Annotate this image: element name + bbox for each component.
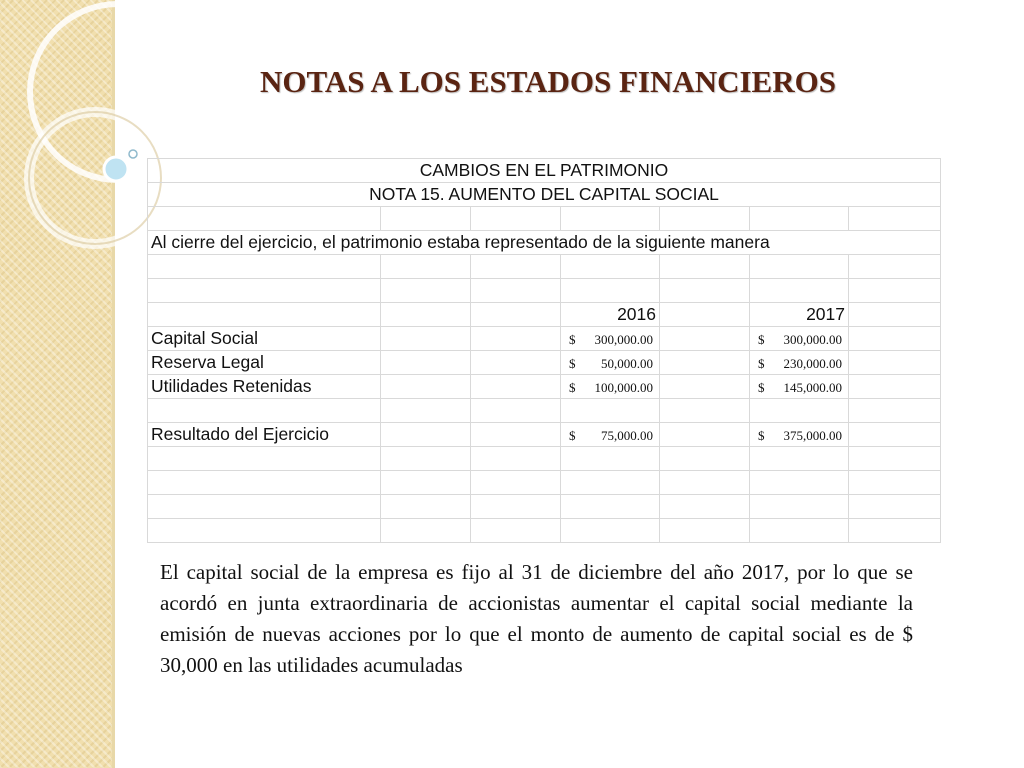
value-cell: $ 50,000.00: [561, 351, 660, 375]
row-label: Resultado del Ejercicio: [148, 423, 381, 447]
value-cell: $ 375,000.00: [750, 423, 849, 447]
note-paragraph: El capital social de la empresa es fijo al 31 de diciembre del año 2017, por lo que se acordó en junta extraordinaria de accionistas aumentar el capital social mediante la emisión de nuevas acciones por lo que el monto de aumento de capital social es de $ 30,000 en las utilidades acumuladas: [160, 560, 913, 677]
sheet-heading-1: CAMBIOS EN EL PATRIMONIO: [148, 159, 941, 183]
table-row: [148, 303, 941, 327]
table-row: [148, 183, 941, 207]
table-row: [148, 255, 941, 279]
table-row: [148, 351, 941, 375]
table-row: [148, 447, 941, 471]
table-row: [148, 375, 941, 399]
table-row: [148, 495, 941, 519]
row-label: Utilidades Retenidas: [148, 375, 381, 399]
value-cell: $ 75,000.00: [561, 423, 660, 447]
strip-edge: [112, 0, 115, 768]
value-cell: $ 145,000.00: [750, 375, 849, 399]
table-row: [148, 423, 941, 447]
value-cell: $ 300,000.00: [561, 327, 660, 351]
value-cell: $ 100,000.00: [561, 375, 660, 399]
sheet-intro: Al cierre del ejercicio, el patrimonio estaba representado de la siguiente manera: [148, 231, 941, 255]
table-row: [148, 471, 941, 495]
table-row: [148, 207, 941, 231]
table-row: [148, 399, 941, 423]
table-row: [148, 159, 941, 183]
page-title: NOTAS A LOS ESTADOS FINANCIEROS: [260, 64, 836, 99]
value-cell: $ 230,000.00: [750, 351, 849, 375]
decorative-strip: [0, 0, 112, 768]
row-label: Reserva Legal: [148, 351, 381, 375]
equity-table: [147, 158, 941, 543]
row-label: Capital Social: [148, 327, 381, 351]
sheet-heading-2: NOTA 15. AUMENTO DEL CAPITAL SOCIAL: [148, 183, 941, 207]
table-row: [148, 327, 941, 351]
table-row: [148, 279, 941, 303]
year-2016-header: 2016: [561, 303, 660, 327]
table-row: [148, 231, 941, 255]
year-2017-header: 2017: [750, 303, 849, 327]
spreadsheet: [147, 158, 940, 553]
value-cell: $ 300,000.00: [750, 327, 849, 351]
table-row: [148, 519, 941, 543]
